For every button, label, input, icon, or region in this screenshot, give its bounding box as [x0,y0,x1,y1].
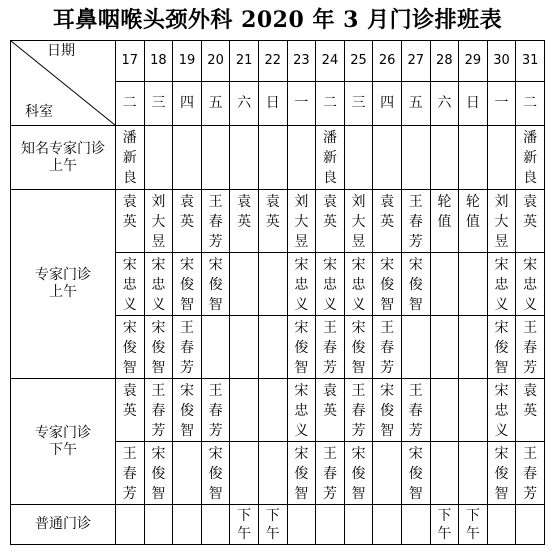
doctor-name: 宋俊智 [294,320,309,376]
day-header [516,41,545,126]
doctor-name: 王春芳 [523,320,538,376]
schedule-cell [430,126,459,190]
schedule-cell [258,126,287,190]
doctor-name: 袁英 [122,194,137,230]
doctor-name: 轮值 [465,194,480,230]
doctor-name: 宋俊智 [208,446,223,502]
schedule-cell [116,126,145,190]
doctor-name: 王春芳 [151,383,166,439]
schedule-cell [316,126,345,190]
schedule-cell [201,126,230,190]
session-label: 下午 [465,508,480,542]
doctor-name: 潘新良 [523,130,538,186]
weekday: 一 [294,95,309,111]
schedule-cell [459,379,488,442]
doctor-name: 袁英 [265,194,280,230]
section-general-label [11,505,116,545]
section-expert-am-label [11,190,116,379]
doctor-name: 王春芳 [122,446,137,502]
schedule-cell [287,190,316,253]
schedule-cell [116,505,145,545]
doctor-name: 宋俊智 [151,446,166,502]
schedule-cell [516,379,545,442]
schedule-cell [459,442,488,505]
day-number: 18 [145,41,173,82]
schedule-cell [258,190,287,253]
section-label: 专家门诊下午 [35,424,91,458]
doctor-name: 袁英 [523,194,538,230]
schedule-cell [287,316,316,379]
schedule-cell [373,316,402,379]
day-number: 21 [230,41,258,82]
schedule-cell [201,190,230,253]
doctor-name: 袁英 [122,383,137,419]
corner-header [11,41,116,126]
doctor-name: 袁英 [237,194,252,230]
schedule-cell [487,379,516,442]
schedule-cell [487,442,516,505]
schedule-cell [487,126,516,190]
schedule-cell [430,379,459,442]
schedule-cell [116,253,145,316]
weekday: 三 [151,95,166,111]
doctor-name: 宋俊智 [380,257,395,313]
schedule-cell [516,505,545,545]
schedule-cell [316,316,345,379]
schedule-table [10,40,545,545]
weekday: 二 [523,95,538,111]
dept-label: 科室 [25,104,53,120]
day-header [201,41,230,126]
day-number: 22 [259,41,287,82]
schedule-cell [287,253,316,316]
day-number: 23 [288,41,316,82]
doctor-name: 宋忠义 [322,257,337,313]
schedule-cell [230,316,259,379]
schedule-cell [373,126,402,190]
schedule-cell [344,126,373,190]
schedule-cell [258,379,287,442]
doctor-name: 袁英 [322,194,337,230]
doctor-name: 宋俊智 [408,257,423,313]
doctor-name: 宋忠义 [494,383,509,439]
weekday: 四 [179,95,194,111]
doctor-name: 宋俊智 [351,320,366,376]
day-number: 28 [431,41,459,82]
schedule-cell [430,253,459,316]
schedule-cell [201,253,230,316]
schedule-cell [258,253,287,316]
doctor-name: 宋俊智 [351,446,366,502]
doctor-name: 宋忠义 [523,257,538,313]
schedule-cell [201,505,230,545]
doctor-name: 刘大昱 [294,194,309,250]
day-header [230,41,259,126]
schedule-cell [230,442,259,505]
doctor-name: 宋忠义 [122,257,137,313]
date-label: 日期 [47,43,75,59]
schedule-cell [230,126,259,190]
day-number: 25 [345,41,373,82]
schedule-cell [173,190,202,253]
doctor-name: 刘大昱 [151,194,166,250]
weekday: 六 [237,95,252,111]
doctor-name: 王春芳 [380,320,395,376]
schedule-cell [430,190,459,253]
schedule-cell [373,190,402,253]
schedule-cell [316,505,345,545]
schedule-cell [173,442,202,505]
schedule-cell [459,190,488,253]
schedule-cell [287,126,316,190]
doctor-name: 宋忠义 [494,257,509,313]
schedule-cell [430,505,459,545]
session-label: 下午 [437,508,452,542]
schedule-cell [459,505,488,545]
schedule-cell [401,253,430,316]
day-header [344,41,373,126]
schedule-cell [401,505,430,545]
schedule-cell [116,190,145,253]
schedule-cell [516,253,545,316]
day-number: 29 [459,41,487,82]
doctor-name: 袁英 [380,194,395,230]
schedule-cell [144,442,173,505]
schedule-cell [287,442,316,505]
day-header [430,41,459,126]
schedule-cell [201,442,230,505]
schedule-cell [316,253,345,316]
doctor-name: 宋忠义 [151,257,166,313]
doctor-name: 宋俊智 [208,257,223,313]
schedule-cell [516,316,545,379]
doctor-name: 王春芳 [408,383,423,439]
schedule-cell [173,505,202,545]
schedule-cell [144,316,173,379]
page-title: 耳鼻咽喉头颈外科 2020 年 3 月门诊排班表 [52,7,503,33]
session-label: 下午 [265,508,280,542]
schedule-cell [144,126,173,190]
day-number: 24 [316,41,344,82]
schedule-cell [401,379,430,442]
weekday: 六 [437,95,452,111]
doctor-name: 宋俊智 [151,320,166,376]
schedule-cell [344,316,373,379]
weekday: 四 [380,95,395,111]
doctor-name: 宋俊智 [179,257,194,313]
schedule-cell [516,190,545,253]
schedule-cell [344,190,373,253]
doctor-name: 宋俊智 [408,446,423,502]
schedule-cell [173,379,202,442]
doctor-name: 宋忠义 [351,257,366,313]
day-header [173,41,202,126]
weekday: 五 [208,95,223,111]
doctor-name: 袁英 [322,383,337,419]
schedule-cell [459,126,488,190]
schedule-cell [287,505,316,545]
day-header [144,41,173,126]
schedule-cell [373,505,402,545]
schedule-cell [230,253,259,316]
day-number: 31 [516,41,544,82]
day-number: 20 [202,41,230,82]
weekday: 一 [494,95,509,111]
day-header [316,41,345,126]
doctor-name: 宋俊智 [294,446,309,502]
weekday: 二 [322,95,337,111]
session-label: 下午 [237,508,252,542]
weekday: 五 [408,95,423,111]
schedule-cell [487,253,516,316]
schedule-cell [516,442,545,505]
schedule-cell [344,505,373,545]
day-number: 19 [173,41,201,82]
doctor-name: 宋俊智 [380,383,395,439]
schedule-cell [173,126,202,190]
section-label: 专家门诊上午 [35,267,91,300]
doctor-name: 宋俊智 [494,320,509,376]
day-header [258,41,287,126]
schedule-cell [116,442,145,505]
schedule-cell [258,505,287,545]
day-header [401,41,430,126]
doctor-name: 王春芳 [322,446,337,502]
schedule-cell [230,190,259,253]
schedule-cell [401,442,430,505]
schedule-cell [344,253,373,316]
weekday: 三 [351,95,366,111]
day-header [116,41,145,126]
doctor-name: 王春芳 [351,383,366,439]
schedule-cell [144,253,173,316]
schedule-cell [430,316,459,379]
schedule-cell [316,190,345,253]
schedule-cell [344,442,373,505]
doctor-name: 宋俊智 [494,446,509,502]
doctor-name: 王春芳 [408,194,423,250]
schedule-cell [344,379,373,442]
schedule-cell [201,316,230,379]
section-famous-label [11,126,116,190]
schedule-cell [258,442,287,505]
schedule-cell [173,253,202,316]
doctor-name: 宋忠义 [294,383,309,439]
doctor-name: 潘新良 [122,130,137,186]
schedule-cell [116,379,145,442]
schedule-cell [373,253,402,316]
weekday: 二 [122,95,137,111]
schedule-cell [487,505,516,545]
day-header [373,41,402,126]
schedule-cell [430,442,459,505]
schedule-cell [459,253,488,316]
schedule-cell [487,316,516,379]
doctor-name: 宋俊智 [179,383,194,439]
day-number: 27 [402,41,430,82]
schedule-cell [144,379,173,442]
doctor-name: 王春芳 [523,446,538,502]
doctor-name: 刘大昱 [494,194,509,250]
day-number: 17 [116,41,144,82]
schedule-cell [373,379,402,442]
section-label: 知名专家门诊上午 [21,140,105,174]
section-expert-pm-label [11,379,116,505]
schedule-cell [230,505,259,545]
schedule-cell [401,190,430,253]
schedule-cell [401,316,430,379]
day-header [287,41,316,126]
doctor-name: 袁英 [523,383,538,419]
schedule-cell [230,379,259,442]
doctor-name: 宋俊智 [122,320,137,376]
schedule-cell [516,126,545,190]
doctor-name: 宋忠义 [294,257,309,313]
day-number: 30 [488,41,516,82]
schedule-cell [201,379,230,442]
schedule-cell [173,316,202,379]
doctor-name: 王春芳 [208,194,223,250]
day-header [487,41,516,126]
schedule-cell [316,379,345,442]
day-number: 26 [373,41,401,82]
schedule-cell [258,316,287,379]
schedule-cell [373,442,402,505]
schedule-cell [459,316,488,379]
doctor-name: 王春芳 [208,383,223,439]
schedule-cell [287,379,316,442]
doctor-name: 王春芳 [179,320,194,376]
schedule-cell [316,442,345,505]
schedule-cell [487,190,516,253]
schedule-cell [144,505,173,545]
day-header [459,41,488,126]
doctor-name: 轮值 [437,194,452,230]
schedule-cell [116,316,145,379]
doctor-name: 袁英 [179,194,194,230]
weekday: 日 [465,95,480,111]
doctor-name: 王春芳 [322,320,337,376]
doctor-name: 潘新良 [322,130,337,186]
section-label: 普通门诊 [35,516,91,532]
schedule-cell [401,126,430,190]
weekday: 日 [265,95,280,111]
doctor-name: 刘大昱 [351,194,366,250]
schedule-cell [144,190,173,253]
